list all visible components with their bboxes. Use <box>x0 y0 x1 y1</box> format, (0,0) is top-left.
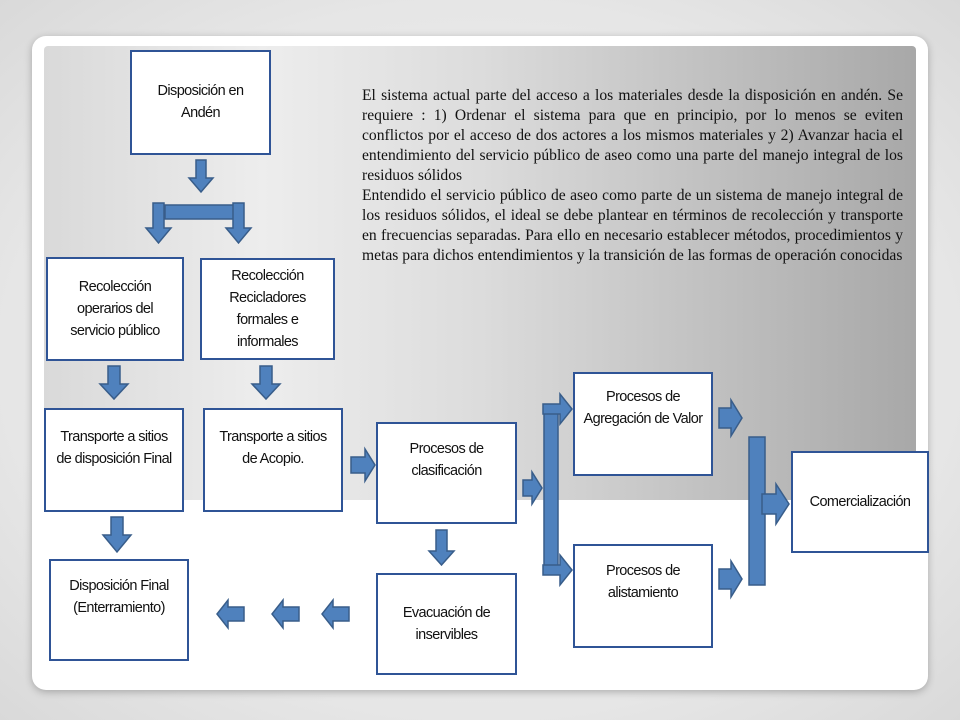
node-procesos-clasificacion: Procesos de clasificación <box>376 422 517 524</box>
arrow-right-agregacion <box>719 400 742 436</box>
arrow-down-clasificacion <box>429 530 454 565</box>
node-transporte-acopio: Transporte a sitios de Acopio. <box>203 408 343 512</box>
node-transporte-disposicion: Transporte a sitios de disposición Final <box>44 408 184 512</box>
node-procesos-alistamiento: Procesos de alistamiento <box>573 544 713 648</box>
arrow-down-transporte-final <box>103 517 131 552</box>
arrow-left-1 <box>322 600 349 628</box>
node-disposicion-anden: Disposición en Andén <box>130 50 271 155</box>
arrow-right-clasificacion <box>523 472 542 504</box>
node-procesos-agregacion: Procesos de Agregación de Valor <box>573 372 713 476</box>
intro-paragraph-1: El sistema actual parte del acceso a los materiales desde la disposición en andén. Se requiere : 1) Ordenar el sistema para que en principio, por lo menos se eviten conflictos por el acceso de dos actores a los mismos materiales y 2) Avanzar hacia el entendimiento del servicio público de aseo como una parte del manejo integral de los residuos sólidos <box>362 87 903 184</box>
arrow-down-recicladores <box>252 366 280 399</box>
node-recoleccion-operarios: Recolección operarios del servicio público <box>46 257 184 361</box>
node-evacuacion: Evacuación de inservibles <box>376 573 517 675</box>
node-recoleccion-recicladores: Recolección Recicladores formales e informales <box>200 258 335 360</box>
arrow-down-from-anden <box>189 160 213 192</box>
intro-paragraph-2: Entendido el servicio público de aseo como parte de un sistema de manejo integral de los residuos sólidos, el ideal se debe plantear en términos de recolección y transporte en frecuencias separadas. Para ello en necesario establecer métodos, procedimientos y metas para dichos entendimientos y la transición de las formas de operación conocidas <box>362 187 903 264</box>
arrow-right-to-comercializacion <box>762 484 789 524</box>
arrow-right-acopio <box>351 449 375 481</box>
arrow-left-3 <box>217 600 244 628</box>
split-bar-vertical-left <box>544 409 558 574</box>
arrow-right-alistamiento <box>719 561 742 597</box>
arrow-down-operarios <box>100 366 128 399</box>
node-comercializacion: Comercialización <box>791 451 929 553</box>
node-disposicion-final: Disposición Final (Enterramiento) <box>49 559 189 661</box>
arrow-left-2 <box>272 600 299 628</box>
split-bar <box>165 205 236 219</box>
